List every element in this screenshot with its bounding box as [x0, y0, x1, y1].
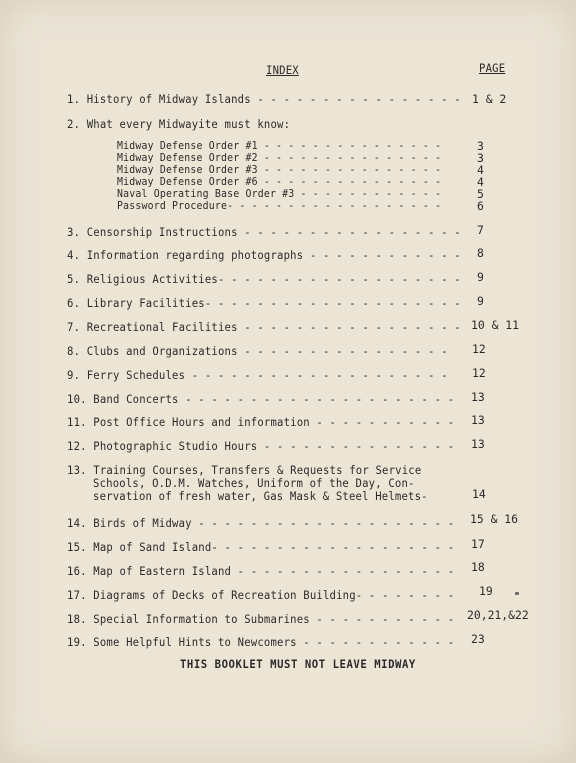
entry-14-page: 15 & 16: [470, 512, 519, 526]
subentry-6: Password Procedure- - - - - - - - - - - - - - - - - -: [117, 200, 442, 212]
entry-16: 16. Map of Eastern Island - - - - - - - - - - - - - - - - -: [67, 564, 455, 578]
entry-15: 15. Map of Sand Island- - - - - - - - - - - - - - - - - - -: [67, 540, 455, 554]
subentry-2: Midway Defense Order #2 - - - - - - - - - - - - - - -: [117, 152, 442, 164]
entry-1-page: 1 & 2: [472, 92, 507, 106]
entry-9-page: 12: [472, 366, 486, 380]
entry-13-line-2: Schools, O.D.M. Watches, Uniform of the Day, Con-: [93, 476, 415, 490]
subentry-5: Naval Operating Base Order #3 - - - - - - - - - - - -: [117, 188, 442, 200]
page-heading: PAGE: [479, 61, 506, 75]
subentry-5-page: 5: [477, 187, 484, 201]
entry-19: 19. Some Helpful Hints to Newcomers - - - - - - - - - - - -: [67, 635, 455, 649]
entry-10: 10. Band Concerts - - - - - - - - - - - - - - - - - - - - -: [67, 392, 455, 406]
entry-1: 1. History of Midway Islands - - - - - - - - - - - - - - - -: [67, 92, 461, 106]
entry-11: 11. Post Office Hours and information - - - - - - - - - - -: [67, 415, 455, 429]
entry-15-page: 17: [471, 537, 485, 551]
entry-18: 18. Special Information to Submarines - - - - - - - - - - -: [67, 612, 455, 626]
entry-10-page: 13: [471, 390, 485, 404]
entry-5-page: 9: [477, 270, 484, 284]
entry-3-page: 7: [477, 223, 484, 237]
subentry-2-page: 3: [477, 151, 484, 165]
subentry-6-page: 6: [477, 199, 484, 213]
subentry-4: Midway Defense Order #6 - - - - - - - - - - - - - - -: [117, 176, 442, 188]
entry-6: 6. Library Facilities- - - - - - - - - - - - - - - - - - - -: [67, 296, 461, 310]
entry-13-line-3: servation of fresh water, Gas Mask & Steel Helmets-: [93, 489, 428, 503]
entry-17: 17. Diagrams of Decks of Recreation Building- - - - - - - -: [67, 588, 455, 602]
entry-9: 9. Ferry Schedules - - - - - - - - - - - - - - - - - - - -: [67, 368, 448, 382]
entry-7-page: 10 & 11: [471, 318, 520, 332]
entry-7: 7. Recreational Facilities - - - - - - - - - - - - - - - - -: [67, 320, 461, 334]
subentry-3-page: 4: [477, 163, 484, 177]
entry-12-page: 13: [471, 437, 485, 451]
footer-notice: THIS BOOKLET MUST NOT LEAVE MIDWAY: [180, 657, 416, 671]
entry-17-page: 19: [479, 584, 493, 598]
entry-4: 4. Information regarding photographs - - - - - - - - - - - -: [67, 248, 461, 262]
entry-8: 8. Clubs and Organizations - - - - - - - - - - - - - - - -: [67, 344, 448, 358]
entry-2: 2. What every Midwayite must know:: [67, 117, 291, 131]
entry-12: 12. Photographic Studio Hours - - - - - - - - - - - - - - -: [67, 439, 455, 453]
subentry-3: Midway Defense Order #3 - - - - - - - - - - - - - - -: [117, 164, 442, 176]
ink-mark: [515, 592, 519, 595]
entry-14: 14. Birds of Midway - - - - - - - - - - - - - - - - - - - -: [67, 516, 455, 530]
entry-13-line-1: 13. Training Courses, Transfers & Requests for Service: [67, 463, 422, 477]
index-heading: INDEX: [266, 63, 299, 77]
entry-4-page: 8: [477, 246, 484, 260]
subentry-4-page: 4: [477, 175, 484, 189]
entry-6-page: 9: [477, 294, 484, 308]
entry-8-page: 12: [472, 342, 486, 356]
entry-11-page: 13: [471, 413, 485, 427]
subentry-1: Midway Defense Order #1 - - - - - - - - - - - - - - -: [117, 140, 442, 152]
entry-13-page: 14: [472, 487, 486, 501]
entry-16-page: 18: [471, 560, 485, 574]
entry-5: 5. Religious Activities- - - - - - - - - - - - - - - - - - -: [67, 272, 461, 286]
entry-18-page: 20,21,&22: [467, 608, 529, 622]
entry-19-page: 23: [471, 632, 485, 646]
subentry-1-page: 3: [477, 139, 484, 153]
entry-3: 3. Censorship Instructions - - - - - - - - - - - - - - - - -: [67, 225, 461, 239]
